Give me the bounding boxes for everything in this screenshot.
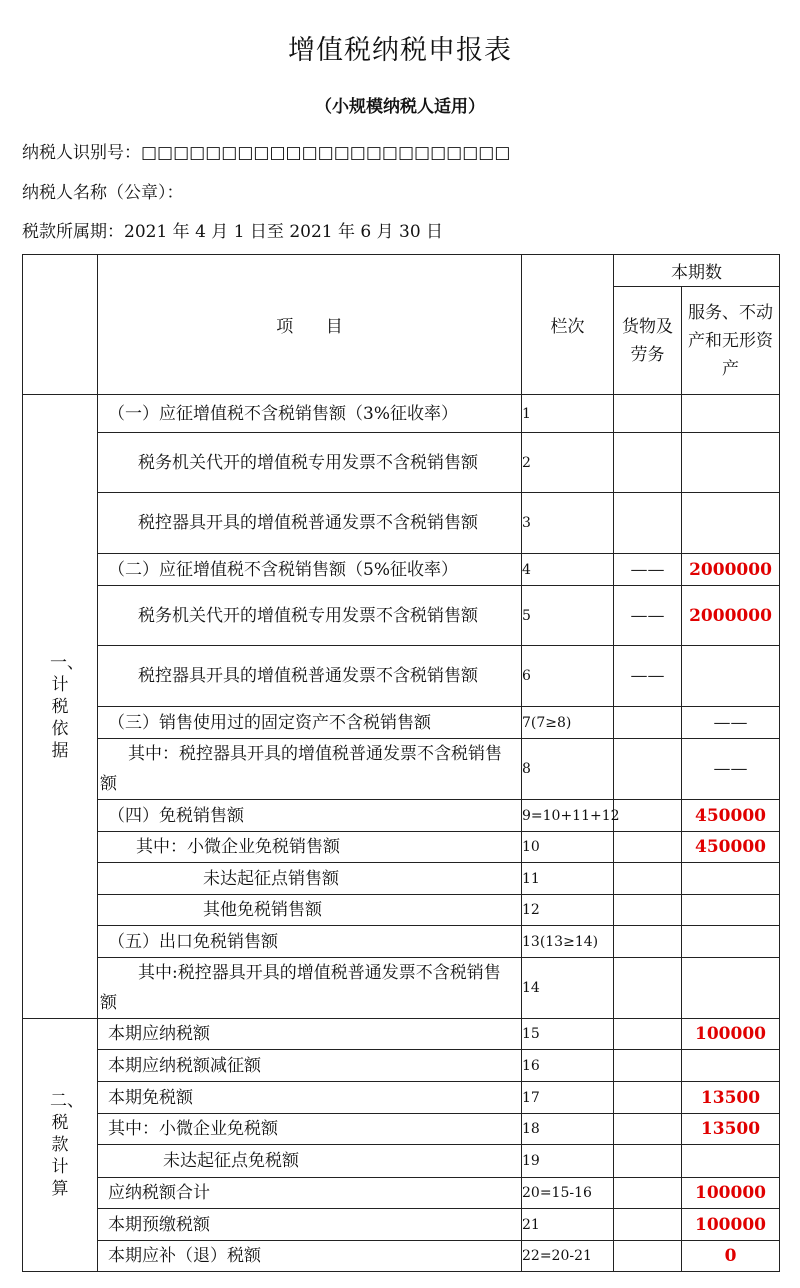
line-cell: 9=10+11+12 <box>522 800 614 832</box>
form-title: 增值税纳税申报表 <box>288 35 512 66</box>
line-cell: 3 <box>522 493 614 554</box>
services-cell: 13500 <box>682 1082 780 1114</box>
goods-cell <box>614 863 682 895</box>
item-cell: 本期免税额 <box>98 1082 522 1114</box>
services-cell <box>682 646 780 707</box>
line-cell: 1 <box>522 395 614 433</box>
item-cell: 税控器具开具的增值税普通发票不含税销售额 <box>98 493 522 554</box>
item-cell: 税控器具开具的增值税普通发票不含税销售额 <box>98 646 522 707</box>
line-cell: 10 <box>522 832 614 863</box>
category-calc: 二、税款计算 <box>23 1019 98 1272</box>
item-cell: 本期应纳税额减征额 <box>98 1050 522 1082</box>
line-cell: 17 <box>522 1082 614 1114</box>
services-cell: 450000 <box>682 832 780 863</box>
services-cell: —— <box>682 739 780 800</box>
line-cell: 2 <box>522 433 614 493</box>
item-cell: 未达起征点销售额 <box>98 863 522 895</box>
header-services: 服务、不动产和无形资产 <box>682 287 780 395</box>
services-cell: 2000000 <box>682 586 780 646</box>
item-cell: 本期应补（退）税额 <box>98 1241 522 1272</box>
services-cell <box>682 958 780 1019</box>
header-blank <box>23 255 98 395</box>
goods-cell: —— <box>614 554 682 586</box>
item-cell: 其中:税控器具开具的增值税普通发票不含税销售额 <box>98 958 522 1019</box>
services-cell <box>682 863 780 895</box>
item-cell: 税务机关代开的增值税专用发票不含税销售额 <box>98 433 522 493</box>
line-cell: 11 <box>522 863 614 895</box>
item-cell: 未达起征点免税额 <box>98 1145 522 1178</box>
line-cell: 16 <box>522 1050 614 1082</box>
goods-cell <box>614 895 682 926</box>
goods-cell <box>614 1082 682 1114</box>
goods-cell <box>614 1114 682 1145</box>
services-cell <box>682 926 780 958</box>
line-cell: 8 <box>522 739 614 800</box>
services-cell <box>682 1145 780 1178</box>
goods-cell <box>614 395 682 433</box>
services-cell: 13500 <box>682 1114 780 1145</box>
line-cell: 21 <box>522 1209 614 1241</box>
services-cell: 450000 <box>682 800 780 832</box>
line-cell: 7(7≥8) <box>522 707 614 739</box>
form-subtitle: （小规模纳税人适用） <box>315 97 485 117</box>
item-cell: 本期应纳税额 <box>98 1019 522 1050</box>
goods-cell <box>614 800 682 832</box>
line-cell: 15 <box>522 1019 614 1050</box>
line-cell: 19 <box>522 1145 614 1178</box>
item-cell: 其中：税控器具开具的增值税普通发票不含税销售额 <box>98 739 522 800</box>
services-cell: —— <box>682 707 780 739</box>
header-line-no: 栏次 <box>522 255 614 395</box>
item-cell: 应纳税额合计 <box>98 1178 522 1209</box>
taxpayer-id-line <box>22 138 510 163</box>
goods-cell <box>614 1019 682 1050</box>
item-cell: 其中：小微企业免税销售额 <box>98 832 522 863</box>
goods-cell <box>614 433 682 493</box>
goods-cell <box>614 707 682 739</box>
item-cell: （三）销售使用过的固定资产不含税销售额 <box>98 707 522 739</box>
services-cell: 0 <box>682 1241 780 1272</box>
item-cell: 本期预缴税额 <box>98 1209 522 1241</box>
goods-cell: —— <box>614 586 682 646</box>
services-cell <box>682 1050 780 1082</box>
taxpayer-id-label: 纳税人识别号： <box>22 143 141 163</box>
taxpayer-name-label: 纳税人名称（公章）： <box>22 183 184 203</box>
item-cell: 其中：小微企业免税额 <box>98 1114 522 1145</box>
services-cell: 100000 <box>682 1178 780 1209</box>
item-cell: （四）免税销售额 <box>98 800 522 832</box>
item-cell: 税务机关代开的增值税专用发票不含税销售额 <box>98 586 522 646</box>
item-cell: 其他免税销售额 <box>98 895 522 926</box>
goods-cell <box>614 832 682 863</box>
services-cell <box>682 493 780 554</box>
tax-return-table <box>22 254 780 1272</box>
goods-cell <box>614 1145 682 1178</box>
line-cell: 12 <box>522 895 614 926</box>
line-cell: 22=20-21 <box>522 1241 614 1272</box>
item-cell: （二）应征增值税不含税销售额（5%征收率） <box>98 554 522 586</box>
goods-cell <box>614 926 682 958</box>
goods-cell <box>614 739 682 800</box>
goods-cell: —— <box>614 646 682 707</box>
category-basis: 一、计税依据 <box>23 395 98 1019</box>
services-cell <box>682 433 780 493</box>
services-cell <box>682 895 780 926</box>
header-current-period: 本期数 <box>614 255 780 287</box>
goods-cell <box>614 958 682 1019</box>
services-cell: 100000 <box>682 1019 780 1050</box>
goods-cell <box>614 1241 682 1272</box>
line-cell: 6 <box>522 646 614 707</box>
services-cell: 100000 <box>682 1209 780 1241</box>
goods-cell <box>614 1209 682 1241</box>
line-cell: 20=15-16 <box>522 1178 614 1209</box>
line-cell: 4 <box>522 554 614 586</box>
services-cell <box>682 395 780 433</box>
goods-cell <box>614 493 682 554</box>
line-cell: 5 <box>522 586 614 646</box>
goods-cell <box>614 1178 682 1209</box>
services-cell: 2000000 <box>682 554 780 586</box>
taxpayer-id-boxes: □□□□□□□□□□□□□□□□□□□□□□□ <box>141 143 511 163</box>
line-cell: 18 <box>522 1114 614 1145</box>
line-cell: 13(13≥14) <box>522 926 614 958</box>
item-cell: （一）应征增值税不含税销售额（3%征收率） <box>98 395 522 433</box>
line-cell: 14 <box>522 958 614 1019</box>
header-goods: 货物及劳务 <box>614 287 682 395</box>
item-cell: （五）出口免税销售额 <box>98 926 522 958</box>
goods-cell <box>614 1050 682 1082</box>
tax-period: 税款所属期：2021 年 4 月 1 日至 2021 年 6 月 30 日 <box>22 222 444 242</box>
header-project: 项 目 <box>98 255 522 395</box>
